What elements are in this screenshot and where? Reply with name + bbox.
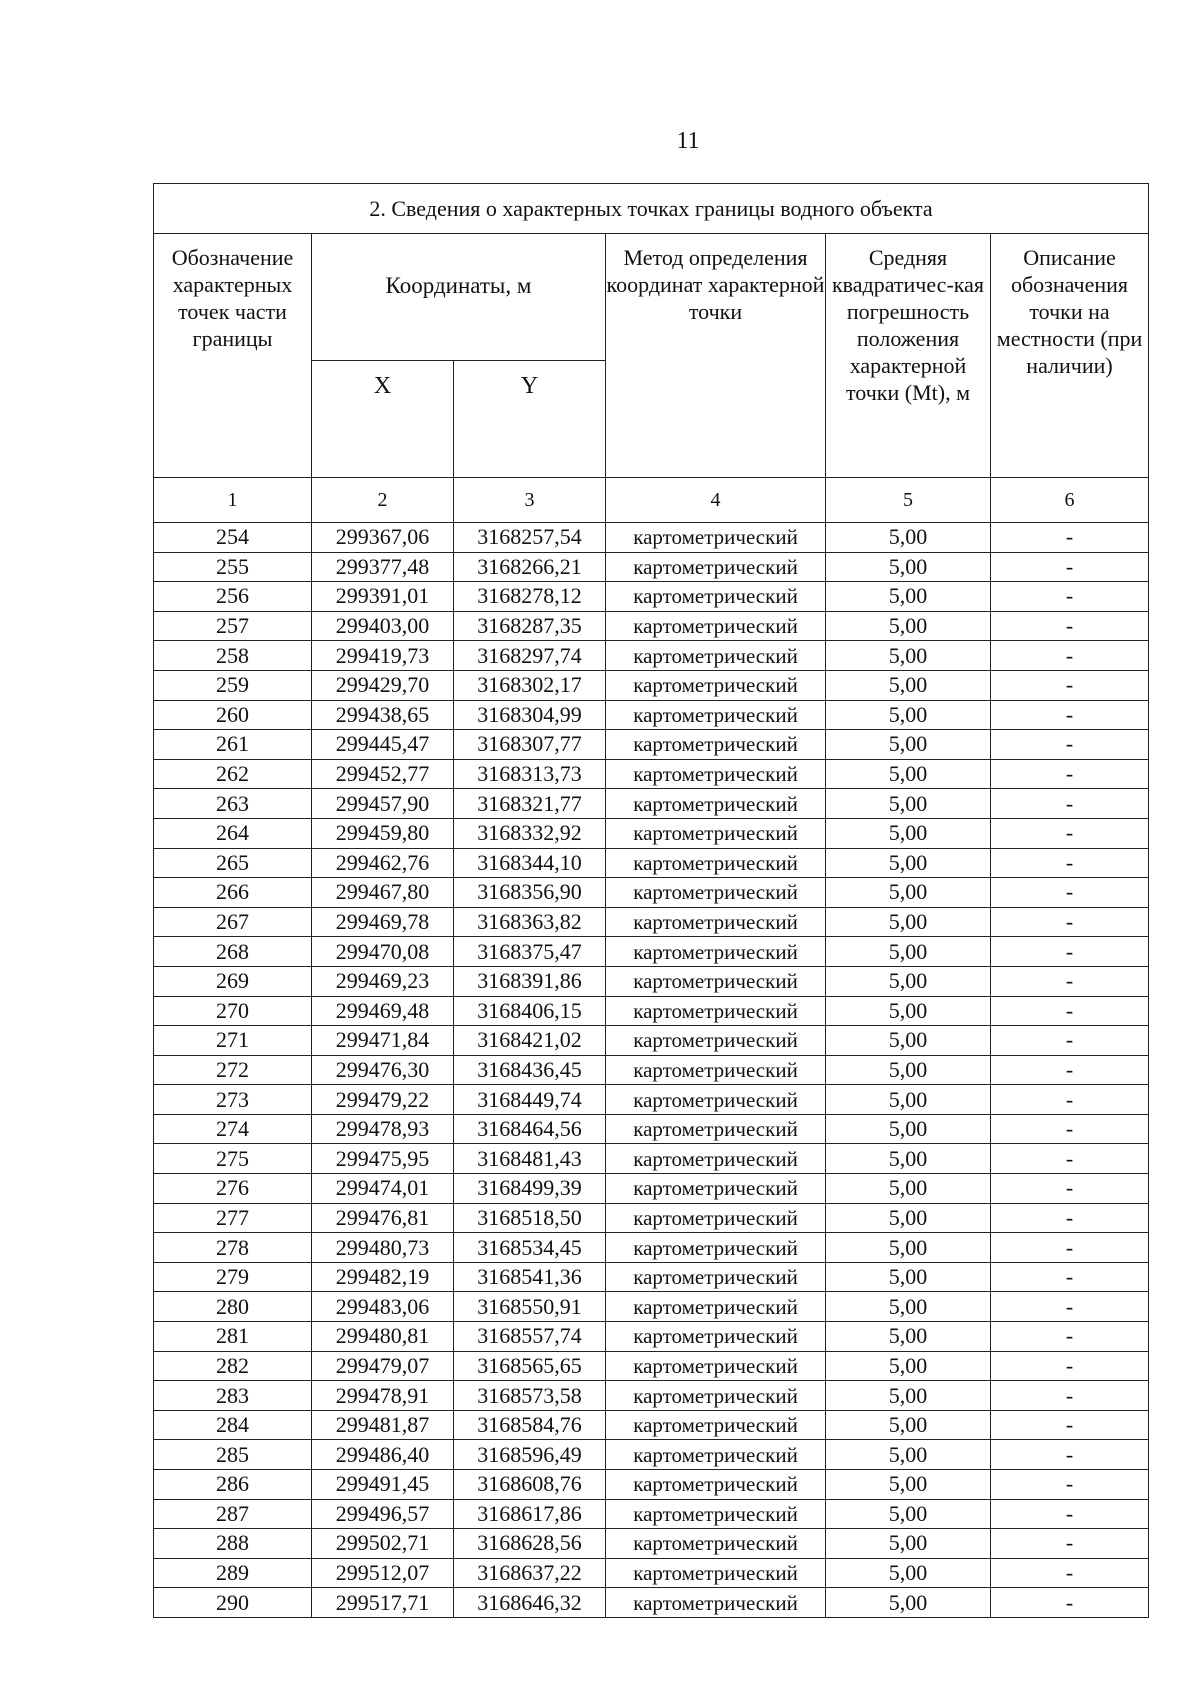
point-id-cell: 277 [154, 1203, 312, 1233]
point-id-cell: 279 [154, 1262, 312, 1292]
method-cell: картометрический [606, 878, 826, 908]
y-coordinate-cell: 3168304,99 [454, 700, 606, 730]
method-cell: картометрический [606, 1529, 826, 1559]
method-cell: картометрический [606, 848, 826, 878]
point-id-cell: 254 [154, 523, 312, 553]
table-row [154, 1174, 1149, 1204]
error-cell: 5,00 [826, 1529, 991, 1559]
error-cell: 5,00 [826, 937, 991, 967]
error-cell: 5,00 [826, 996, 991, 1026]
error-cell: 5,00 [826, 1588, 991, 1618]
x-coordinate-cell: 299438,65 [312, 700, 454, 730]
y-coordinate-cell: 3168421,02 [454, 1026, 606, 1056]
y-coordinate-cell: 3168573,58 [454, 1381, 606, 1411]
y-coordinate-cell: 3168297,74 [454, 641, 606, 671]
header-designation: Обозначение характерных точек части границы [154, 234, 312, 478]
y-coordinate-cell: 3168608,76 [454, 1470, 606, 1500]
description-cell: - [991, 523, 1149, 553]
column-number-cell: 4 [606, 478, 826, 523]
boundary-points-table [153, 183, 1149, 1618]
table-row [154, 1026, 1149, 1056]
point-id-cell: 269 [154, 966, 312, 996]
point-id-cell: 281 [154, 1322, 312, 1352]
error-cell: 5,00 [826, 1203, 991, 1233]
description-cell: - [991, 1292, 1149, 1322]
error-cell: 5,00 [826, 759, 991, 789]
method-cell: картометрический [606, 1085, 826, 1115]
method-cell: картометрический [606, 582, 826, 612]
error-cell: 5,00 [826, 582, 991, 612]
method-cell: картометрический [606, 1233, 826, 1263]
x-coordinate-cell: 299478,91 [312, 1381, 454, 1411]
table-row [154, 1351, 1149, 1381]
point-id-cell: 262 [154, 759, 312, 789]
x-coordinate-cell: 299491,45 [312, 1470, 454, 1500]
error-cell: 5,00 [826, 789, 991, 819]
table-row [154, 789, 1149, 819]
description-cell: - [991, 1114, 1149, 1144]
table-row [154, 1055, 1149, 1085]
point-id-cell: 255 [154, 552, 312, 582]
x-coordinate-cell: 299367,06 [312, 523, 454, 553]
header-error: Средняя квадратичес-кая погрешность положения характерной точки (Mt), м [826, 234, 991, 478]
table-row [154, 641, 1149, 671]
description-cell: - [991, 759, 1149, 789]
y-coordinate-cell: 3168628,56 [454, 1529, 606, 1559]
x-coordinate-cell: 299480,81 [312, 1322, 454, 1352]
method-cell: картометрический [606, 670, 826, 700]
header-method: Метод определения координат характерной точки [606, 234, 826, 478]
method-cell: картометрический [606, 641, 826, 671]
description-cell: - [991, 1588, 1149, 1618]
column-number-cell: 6 [991, 478, 1149, 523]
error-cell: 5,00 [826, 848, 991, 878]
x-coordinate-cell: 299429,70 [312, 670, 454, 700]
error-cell: 5,00 [826, 1499, 991, 1529]
error-cell: 5,00 [826, 1470, 991, 1500]
method-cell: картометрический [606, 611, 826, 641]
table-row [154, 1203, 1149, 1233]
method-cell: картометрический [606, 1558, 826, 1588]
y-coordinate-cell: 3168617,86 [454, 1499, 606, 1529]
y-coordinate-cell: 3168550,91 [454, 1292, 606, 1322]
x-coordinate-cell: 299419,73 [312, 641, 454, 671]
table-row [154, 907, 1149, 937]
description-cell: - [991, 937, 1149, 967]
x-coordinate-cell: 299512,07 [312, 1558, 454, 1588]
table-row [154, 759, 1149, 789]
y-coordinate-cell: 3168596,49 [454, 1440, 606, 1470]
table-row [154, 1440, 1149, 1470]
description-cell: - [991, 907, 1149, 937]
x-coordinate-cell: 299469,78 [312, 907, 454, 937]
table-row [154, 848, 1149, 878]
y-coordinate-cell: 3168499,39 [454, 1174, 606, 1204]
description-cell: - [991, 1026, 1149, 1056]
point-id-cell: 274 [154, 1114, 312, 1144]
y-coordinate-cell: 3168541,36 [454, 1262, 606, 1292]
error-cell: 5,00 [826, 611, 991, 641]
error-cell: 5,00 [826, 1114, 991, 1144]
table-row [154, 1470, 1149, 1500]
x-coordinate-cell: 299482,19 [312, 1262, 454, 1292]
page-number: 11 [676, 128, 700, 154]
y-coordinate-cell: 3168344,10 [454, 848, 606, 878]
method-cell: картометрический [606, 1026, 826, 1056]
error-cell: 5,00 [826, 523, 991, 553]
point-id-cell: 273 [154, 1085, 312, 1115]
point-id-cell: 268 [154, 937, 312, 967]
x-coordinate-cell: 299486,40 [312, 1440, 454, 1470]
description-cell: - [991, 1262, 1149, 1292]
point-id-cell: 285 [154, 1440, 312, 1470]
table-row [154, 582, 1149, 612]
point-id-cell: 283 [154, 1381, 312, 1411]
method-cell: картометрический [606, 1440, 826, 1470]
method-cell: картометрический [606, 937, 826, 967]
description-cell: - [991, 1381, 1149, 1411]
y-coordinate-cell: 3168646,32 [454, 1588, 606, 1618]
y-coordinate-cell: 3168436,45 [454, 1055, 606, 1085]
description-cell: - [991, 1322, 1149, 1352]
method-cell: картометрический [606, 730, 826, 760]
point-id-cell: 265 [154, 848, 312, 878]
method-cell: картометрический [606, 996, 826, 1026]
table-row [154, 996, 1149, 1026]
y-coordinate-cell: 3168302,17 [454, 670, 606, 700]
y-coordinate-cell: 3168584,76 [454, 1410, 606, 1440]
x-coordinate-cell: 299481,87 [312, 1410, 454, 1440]
point-id-cell: 278 [154, 1233, 312, 1263]
y-coordinate-cell: 3168321,77 [454, 789, 606, 819]
error-cell: 5,00 [826, 730, 991, 760]
description-cell: - [991, 1351, 1149, 1381]
description-cell: - [991, 818, 1149, 848]
description-cell: - [991, 878, 1149, 908]
point-id-cell: 256 [154, 582, 312, 612]
y-coordinate-cell: 3168534,45 [454, 1233, 606, 1263]
point-id-cell: 267 [154, 907, 312, 937]
x-coordinate-cell: 299474,01 [312, 1174, 454, 1204]
x-coordinate-cell: 299479,22 [312, 1085, 454, 1115]
description-cell: - [991, 1558, 1149, 1588]
y-coordinate-cell: 3168332,92 [454, 818, 606, 848]
description-cell: - [991, 1144, 1149, 1174]
point-id-cell: 261 [154, 730, 312, 760]
description-cell: - [991, 966, 1149, 996]
error-cell: 5,00 [826, 1233, 991, 1263]
error-cell: 5,00 [826, 1351, 991, 1381]
x-coordinate-cell: 299467,80 [312, 878, 454, 908]
column-number-cell: 5 [826, 478, 991, 523]
y-coordinate-cell: 3168464,56 [454, 1114, 606, 1144]
description-cell: - [991, 582, 1149, 612]
method-cell: картометрический [606, 1381, 826, 1411]
y-coordinate-cell: 3168565,65 [454, 1351, 606, 1381]
error-cell: 5,00 [826, 552, 991, 582]
x-coordinate-cell: 299496,57 [312, 1499, 454, 1529]
y-coordinate-cell: 3168307,77 [454, 730, 606, 760]
description-cell: - [991, 552, 1149, 582]
x-coordinate-cell: 299517,71 [312, 1588, 454, 1618]
x-coordinate-cell: 299478,93 [312, 1114, 454, 1144]
method-cell: картометрический [606, 700, 826, 730]
point-id-cell: 280 [154, 1292, 312, 1322]
description-cell: - [991, 611, 1149, 641]
description-cell: - [991, 730, 1149, 760]
y-coordinate-cell: 3168406,15 [454, 996, 606, 1026]
x-coordinate-cell: 299479,07 [312, 1351, 454, 1381]
point-id-cell: 258 [154, 641, 312, 671]
table-row [154, 730, 1149, 760]
x-coordinate-cell: 299471,84 [312, 1026, 454, 1056]
method-cell: картометрический [606, 907, 826, 937]
error-cell: 5,00 [826, 818, 991, 848]
method-cell: картометрический [606, 966, 826, 996]
description-cell: - [991, 1440, 1149, 1470]
y-coordinate-cell: 3168637,22 [454, 1558, 606, 1588]
table-row [154, 700, 1149, 730]
y-coordinate-cell: 3168557,74 [454, 1322, 606, 1352]
y-coordinate-cell: 3168391,86 [454, 966, 606, 996]
table-row [154, 523, 1149, 553]
x-coordinate-cell: 299391,01 [312, 582, 454, 612]
y-coordinate-cell: 3168481,43 [454, 1144, 606, 1174]
y-coordinate-cell: 3168518,50 [454, 1203, 606, 1233]
x-coordinate-cell: 299469,23 [312, 966, 454, 996]
y-coordinate-cell: 3168257,54 [454, 523, 606, 553]
error-cell: 5,00 [826, 1144, 991, 1174]
description-cell: - [991, 641, 1149, 671]
y-coordinate-cell: 3168375,47 [454, 937, 606, 967]
description-cell: - [991, 1499, 1149, 1529]
point-id-cell: 259 [154, 670, 312, 700]
header-coordinates: Координаты, м [312, 234, 606, 361]
x-coordinate-cell: 299480,73 [312, 1233, 454, 1263]
point-id-cell: 260 [154, 700, 312, 730]
x-coordinate-cell: 299457,90 [312, 789, 454, 819]
point-id-cell: 263 [154, 789, 312, 819]
method-cell: картометрический [606, 1055, 826, 1085]
point-id-cell: 290 [154, 1588, 312, 1618]
method-cell: картометрический [606, 1322, 826, 1352]
table-row [154, 1410, 1149, 1440]
method-cell: картометрический [606, 1144, 826, 1174]
x-coordinate-cell: 299445,47 [312, 730, 454, 760]
point-id-cell: 276 [154, 1174, 312, 1204]
y-coordinate-cell: 3168266,21 [454, 552, 606, 582]
error-cell: 5,00 [826, 966, 991, 996]
point-id-cell: 257 [154, 611, 312, 641]
table-row [154, 1114, 1149, 1144]
point-id-cell: 284 [154, 1410, 312, 1440]
table-row [154, 1233, 1149, 1263]
method-cell: картометрический [606, 1174, 826, 1204]
method-cell: картометрический [606, 759, 826, 789]
table-row [154, 1292, 1149, 1322]
point-id-cell: 272 [154, 1055, 312, 1085]
error-cell: 5,00 [826, 1292, 991, 1322]
error-cell: 5,00 [826, 1381, 991, 1411]
column-number-cell: 3 [454, 478, 606, 523]
table-row [154, 818, 1149, 848]
point-id-cell: 282 [154, 1351, 312, 1381]
table-row [154, 611, 1149, 641]
error-cell: 5,00 [826, 670, 991, 700]
method-cell: картометрический [606, 1262, 826, 1292]
description-cell: - [991, 996, 1149, 1026]
y-coordinate-cell: 3168363,82 [454, 907, 606, 937]
method-cell: картометрический [606, 1588, 826, 1618]
point-id-cell: 264 [154, 818, 312, 848]
table-body [154, 523, 1149, 1618]
table-row [154, 966, 1149, 996]
description-cell: - [991, 789, 1149, 819]
table-row [154, 552, 1149, 582]
description-cell: - [991, 848, 1149, 878]
error-cell: 5,00 [826, 700, 991, 730]
description-cell: - [991, 700, 1149, 730]
x-coordinate-cell: 299476,81 [312, 1203, 454, 1233]
table-row [154, 1529, 1149, 1559]
table-row [154, 937, 1149, 967]
header-x: X [312, 361, 454, 478]
description-cell: - [991, 1055, 1149, 1085]
method-cell: картометрический [606, 1470, 826, 1500]
x-coordinate-cell: 299483,06 [312, 1292, 454, 1322]
point-id-cell: 275 [154, 1144, 312, 1174]
table-row [154, 1558, 1149, 1588]
error-cell: 5,00 [826, 1262, 991, 1292]
header-description: Описание обозначения точки на местности (при наличии) [991, 234, 1149, 478]
point-id-cell: 288 [154, 1529, 312, 1559]
error-cell: 5,00 [826, 1410, 991, 1440]
error-cell: 5,00 [826, 1322, 991, 1352]
point-id-cell: 271 [154, 1026, 312, 1056]
method-cell: картометрический [606, 789, 826, 819]
method-cell: картометрический [606, 1410, 826, 1440]
x-coordinate-cell: 299459,80 [312, 818, 454, 848]
column-number-row [154, 478, 1149, 523]
method-cell: картометрический [606, 1203, 826, 1233]
header-y: Y [454, 361, 606, 478]
error-cell: 5,00 [826, 1085, 991, 1115]
method-cell: картометрический [606, 552, 826, 582]
error-cell: 5,00 [826, 907, 991, 937]
y-coordinate-cell: 3168449,74 [454, 1085, 606, 1115]
error-cell: 5,00 [826, 1440, 991, 1470]
table-row [154, 1085, 1149, 1115]
x-coordinate-cell: 299475,95 [312, 1144, 454, 1174]
method-cell: картометрический [606, 1292, 826, 1322]
x-coordinate-cell: 299469,48 [312, 996, 454, 1026]
table-title: 2. Сведения о характерных точках границы водного объекта [154, 184, 1149, 234]
method-cell: картометрический [606, 1499, 826, 1529]
method-cell: картометрический [606, 1114, 826, 1144]
description-cell: - [991, 1085, 1149, 1115]
column-number-cell: 1 [154, 478, 312, 523]
point-id-cell: 289 [154, 1558, 312, 1588]
point-id-cell: 266 [154, 878, 312, 908]
method-cell: картометрический [606, 523, 826, 553]
x-coordinate-cell: 299502,71 [312, 1529, 454, 1559]
error-cell: 5,00 [826, 1174, 991, 1204]
description-cell: - [991, 1529, 1149, 1559]
x-coordinate-cell: 299377,48 [312, 552, 454, 582]
method-cell: картометрический [606, 1351, 826, 1381]
x-coordinate-cell: 299476,30 [312, 1055, 454, 1085]
table-row [154, 670, 1149, 700]
y-coordinate-cell: 3168313,73 [454, 759, 606, 789]
x-coordinate-cell: 299403,00 [312, 611, 454, 641]
error-cell: 5,00 [826, 1055, 991, 1085]
error-cell: 5,00 [826, 1026, 991, 1056]
y-coordinate-cell: 3168287,35 [454, 611, 606, 641]
description-cell: - [991, 1233, 1149, 1263]
x-coordinate-cell: 299452,77 [312, 759, 454, 789]
column-number-cell: 2 [312, 478, 454, 523]
table-row [154, 1262, 1149, 1292]
point-id-cell: 270 [154, 996, 312, 1026]
point-id-cell: 286 [154, 1470, 312, 1500]
description-cell: - [991, 1470, 1149, 1500]
x-coordinate-cell: 299470,08 [312, 937, 454, 967]
y-coordinate-cell: 3168356,90 [454, 878, 606, 908]
description-cell: - [991, 1174, 1149, 1204]
method-cell: картометрический [606, 818, 826, 848]
table-row [154, 878, 1149, 908]
description-cell: - [991, 670, 1149, 700]
error-cell: 5,00 [826, 641, 991, 671]
point-id-cell: 287 [154, 1499, 312, 1529]
error-cell: 5,00 [826, 878, 991, 908]
y-coordinate-cell: 3168278,12 [454, 582, 606, 612]
table-row [154, 1588, 1149, 1618]
table-row [154, 1144, 1149, 1174]
description-cell: - [991, 1203, 1149, 1233]
table-row [154, 1381, 1149, 1411]
x-coordinate-cell: 299462,76 [312, 848, 454, 878]
description-cell: - [991, 1410, 1149, 1440]
error-cell: 5,00 [826, 1558, 991, 1588]
table-row [154, 1499, 1149, 1529]
table-row [154, 1322, 1149, 1352]
